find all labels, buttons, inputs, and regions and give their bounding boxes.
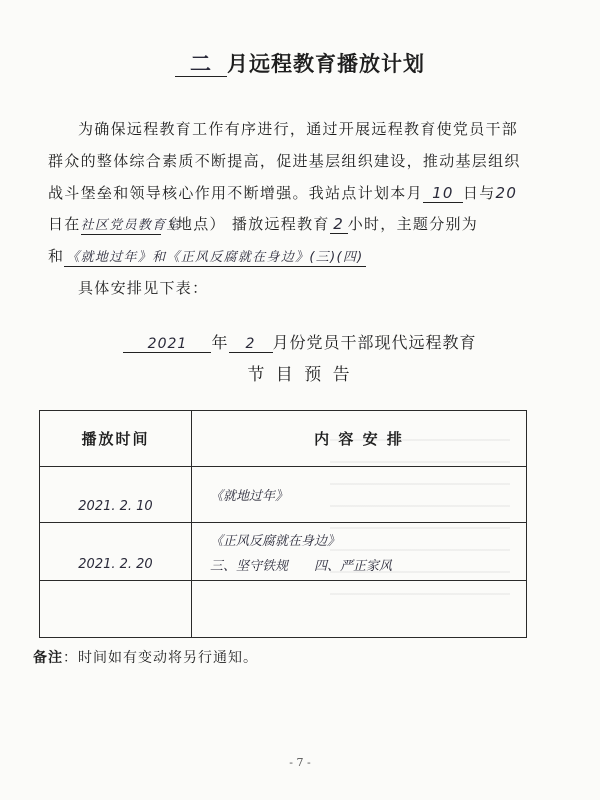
intro-line-5: 和 《就地过年》和《正风反腐就在身边》(三)(四) — [48, 247, 364, 265]
topics-fill: 《就地过年》和《正风反腐就在身边》(三)(四) — [66, 250, 364, 265]
table-header-row — [40, 411, 527, 467]
intro-line-4: 日在社区党员教育室（地点） 播放远程教育 2 小时，主题分别为 — [48, 215, 479, 233]
footnote — [33, 647, 258, 667]
hours-fill: 2 — [330, 216, 348, 234]
schedule-subtitle: 2021 年 2 月份党员干部现代远程教育 — [0, 330, 600, 353]
row-content: 《就地过年》 — [192, 467, 527, 523]
row-time: 2021. 2. 20 — [40, 523, 192, 581]
intro-line-6: 具体安排见下表： — [78, 279, 209, 297]
intro-line-2: 群众的整体综合素质不断提高，促进基层组织建设，推动基层组织 — [48, 152, 521, 170]
header-time: 播放时间 — [40, 411, 192, 467]
footnote-text: ：时间如有变动将另行通知。 — [63, 650, 258, 666]
footnote-label: 备注 — [33, 650, 63, 666]
location-fill: 社区党员教育室 — [80, 218, 181, 233]
row-content — [192, 581, 527, 638]
intro-line-3: 战斗堡垒和领导核心作用不断增强。我站点计划本月 10 日与20 — [48, 184, 518, 202]
table-row — [40, 467, 527, 523]
schedule-table — [39, 410, 527, 638]
intro-line-1: 为确保远程教育工作有序进行，通过开展远程教育使党员干部 — [78, 120, 519, 138]
row-time: 2021. 2. 10 — [40, 467, 192, 523]
title-month-fill: 二 — [175, 52, 227, 77]
subtitle-month-fill: 2 — [229, 336, 273, 353]
row-content: 《正风反腐就在身边》 三、坚守铁规 四、严正家风 — [192, 523, 527, 581]
title-text: 月远程教育播放计划 — [227, 52, 425, 76]
row-time — [40, 581, 192, 638]
plan-title — [0, 48, 600, 78]
day-end-fill: 20 — [495, 184, 518, 202]
page-number: - 7 - — [289, 756, 311, 769]
day-start-fill: 10 — [423, 185, 463, 203]
table-row — [40, 523, 527, 581]
schedule-subtitle-line2: 节 目 预 告 — [247, 365, 353, 385]
table-row — [40, 581, 527, 638]
year-fill: 2021 — [123, 336, 211, 353]
header-content: 内 容 安 排 — [192, 411, 527, 467]
